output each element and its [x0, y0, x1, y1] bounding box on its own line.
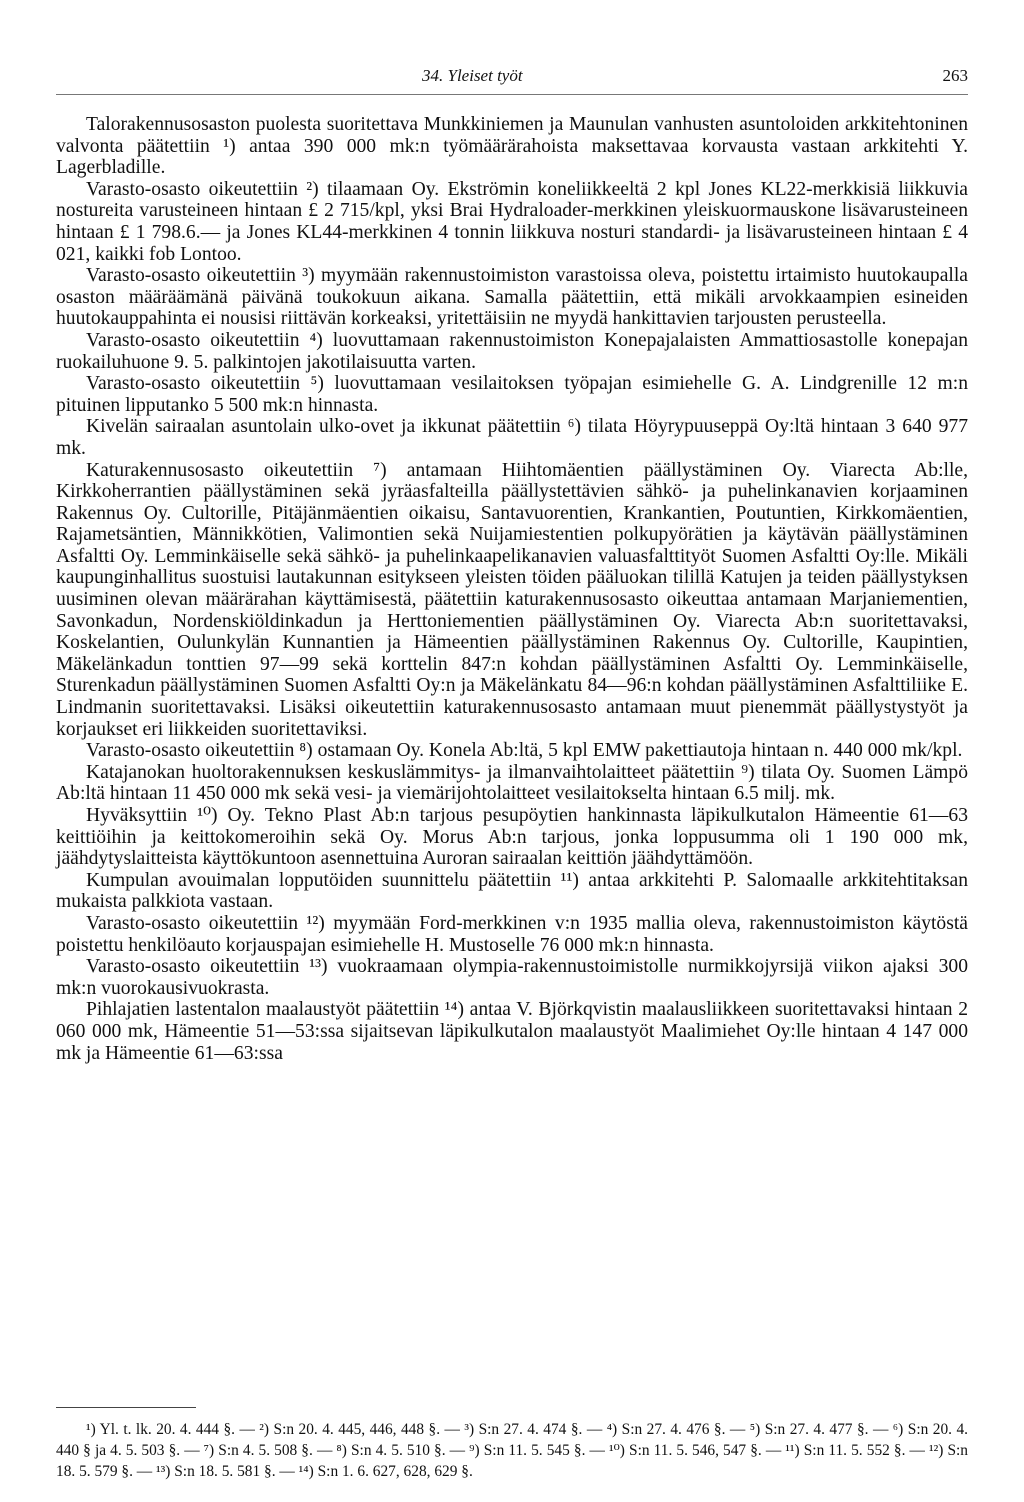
- paragraph: Talorakennusosaston puolesta suoritettava Munkkiniemen ja Maunulan vanhusten asuntoloiden arkkitehtoninen valvonta päätettiin ¹) antaa 390 000 mk:n työmäärärahoista maksettavaa korvausta vastaan arkkitehti Y. Lagerbladille.: [56, 114, 968, 179]
- paragraph: Katurakennusosasto oikeutettiin ⁷) antamaan Hiihtomäentien päällystäminen Oy. Viarecta Ab:lle, Kirkkoherrantien päällystäminen sekä jyräasfalteilla päällystettävien sähkö- ja puhelinkanavien korjaaminen Rakennus Oy. Cultorille, Pitäjänmäentien oikaisu, Santavuorentien, Krankantien, Poutuntien, Kirkkomäentien, Rajametsäntien, Männikkötien, Valimontien sekä Nuijamiestentien polkupyörätien ja käytävän päällystäminen Asfaltti Oy. Lemminkäiselle sekä sähkö- ja puhelinkaapelikanavien valuasfalttityöt Suomen Asfaltti Oy:lle. Mikäli kaupunginhallitus suostuisi lautakunnan esitykseen yleisten töiden pääluokan tilillä Katujen ja teiden päällystyksen uusiminen olevan määrärahan käyttämisestä, päätettiin katurakennusosasto oikeuttaa antamaan Marjaniementien, Savonkadun, Nordenskiöldinkadun ja Herttoniementien päällystäminen Oy. Viarecta Ab:n suoritettavaksi, Koskelantien, Oulunkylän Kunnantien ja Hämeentien päällystäminen Rakennus Oy. Cultorille, Kaupintien, Mäkelänkadun tonttien 97—99 sekä korttelin 847:n kohdan päällystäminen Asfaltti Oy. Lemminkäiselle, Sturenkadun päällystäminen Suomen Asfaltti Oy:n ja Mäkelänkatu 84—96:n kohdan päällystäminen Asfalttiliike E. Lindmanin suoritettavaksi. Lisäksi oikeutettiin katurakennusosasto antamaan muut pienemmät päällystystyöt ja korjaukset eri liikkeiden suoritettaviksi.: [56, 459, 968, 740]
- body-text: [56, 114, 968, 1064]
- footnote-text: ¹) Yl. t. lk. 20. 4. 444 §. — ²) S:n 20. 4. 445, 446, 448 §. — ³) S:n 27. 4. 474 §. — ⁴) S:n 27. 4. 476 §. — ⁵) S:n 27. 4. 477 §. — ⁶) S:n 20. 4. 440 § ja 4. 5. 503 §. — ⁷) S:n 4. 5. 508 §. — ⁸) S:n 4. 5. 510 §. — ⁹) S:n 11. 5. 545 §. — ¹⁰) S:n 11. 5. 546, 547 §. — ¹¹) S:n 11. 5. 552 §. — ¹²) S:n 18. 5. 579 §. — ¹³) S:n 18. 5. 581 §. — ¹⁴) S:n 1. 6. 627, 628, 629 §.: [56, 1421, 968, 1480]
- page-header: [56, 66, 968, 92]
- paragraph: Hyväksyttiin ¹⁰) Oy. Tekno Plast Ab:n tarjous pesupöytien hankinnasta läpikulkutalon Hämeentie 61—63 keittiöihin ja keittokomeroihin sekä Oy. Morus Ab:n tarjous, jonka loppusumma oli 1 190 000 mk, jäähdytyslaitteista käyttökuntoon asennettuina Auroran sairaalan keittiön jäähdyttämöön.: [56, 805, 968, 870]
- header-rule: [56, 94, 968, 95]
- paragraph: Katajanokan huoltorakennuksen keskuslämmitys- ja ilmanvaihtolaitteet päätettiin ⁹) tilata Oy. Suomen Lämpö Ab:ltä hintaan 11 450 000 mk sekä vesi- ja viemärijohtolaitteet vesilaitokselta hintaan 6.5 milj. mk.: [56, 761, 968, 805]
- running-title: 34. Yleiset työt: [422, 66, 523, 85]
- page-number: 263: [942, 66, 968, 85]
- paragraph: Varasto-osasto oikeutettiin ³) myymään rakennustoimiston varastoissa oleva, poistettu irtaimisto huutokaupalla osaston määräämänä päivänä toukokuun aikana. Samalla päätettiin, että mikäli arvokkaampien esineiden huutokauppahinta ei nousisi riittävän korkeaksi, yritettäisiin ne myydä hankittavien tarjousten perusteella.: [56, 265, 968, 330]
- paragraph: Varasto-osasto oikeutettiin ⁵) luovuttamaan vesilaitoksen työpajan esimiehelle G. A. Lindgrenille 12 m:n pituinen lipputanko 5 500 mk:n hinnasta.: [56, 373, 968, 416]
- paragraph: Kivelän sairaalan asuntolain ulko-ovet ja ikkunat päätettiin ⁶) tilata Höyrypuuseppä Oy:ltä hintaan 3 640 977 mk.: [56, 416, 968, 459]
- paragraph: Varasto-osasto oikeutettiin ²) tilaamaan Oy. Ekströmin koneliikkeeltä 2 kpl Jones KL22-merkkisiä liikkuvia nostureita varusteineen hintaan £ 2 715/kpl, yksi Brai Hydraloader-merkkinen yleiskuormauskone lisävarusteineen hintaan £ 1 798.6.— ja Jones KL44-merkkinen 4 tonnin liikkuva nosturi standardi- ja lisävarusteineen hintaan £ 4 021, kaikki fob Lontoo.: [56, 178, 968, 265]
- paragraph: Varasto-osasto oikeutettiin ⁸) ostamaan Oy. Konela Ab:ltä, 5 kpl EMW pakettiautoja hintaan n. 440 000 mk/kpl.: [86, 740, 963, 762]
- paragraph: Pihlajatien lastentalon maalaustyöt päätettiin ¹⁴) antaa V. Björkqvistin maalausliikkeen suoritettavaksi hintaan 2 060 000 mk, Hämeentie 51—53:ssa sijaitsevan läpikulkutalon maalaustyöt Maalimiehet Oy:lle hintaan 4 147 000 mk ja Hämeentie 61—63:ssa: [56, 999, 968, 1064]
- footnotes: [56, 1419, 968, 1482]
- paragraph: Varasto-osasto oikeutettiin ¹³) vuokraamaan olympia-rakennustoimistolle nurmikkojyrsijä viikon ajaksi 300 mk:n vuorokausivuokrasta.: [56, 956, 968, 999]
- footnote-rule: [56, 1407, 196, 1408]
- paragraph: Varasto-osasto oikeutettiin ⁴) luovuttamaan rakennustoimiston Konepajalaisten Ammattiosastolle konepajan ruokailuhuone 9. 5. palkintojen jakotilaisuutta varten.: [56, 329, 968, 373]
- paragraph: Kumpulan avouimalan lopputöiden suunnittelu päätettiin ¹¹) antaa arkkitehti P. Salomaalle arkkitehtitaksan mukaista palkkiota vastaan.: [56, 869, 968, 913]
- paragraph: Varasto-osasto oikeutettiin ¹²) myymään Ford-merkkinen v:n 1935 mallia oleva, rakennustoimiston käytöstä poistettu henkilöauto korjauspajan esimiehelle H. Mustoselle 76 000 mk:n hinnasta.: [56, 912, 968, 956]
